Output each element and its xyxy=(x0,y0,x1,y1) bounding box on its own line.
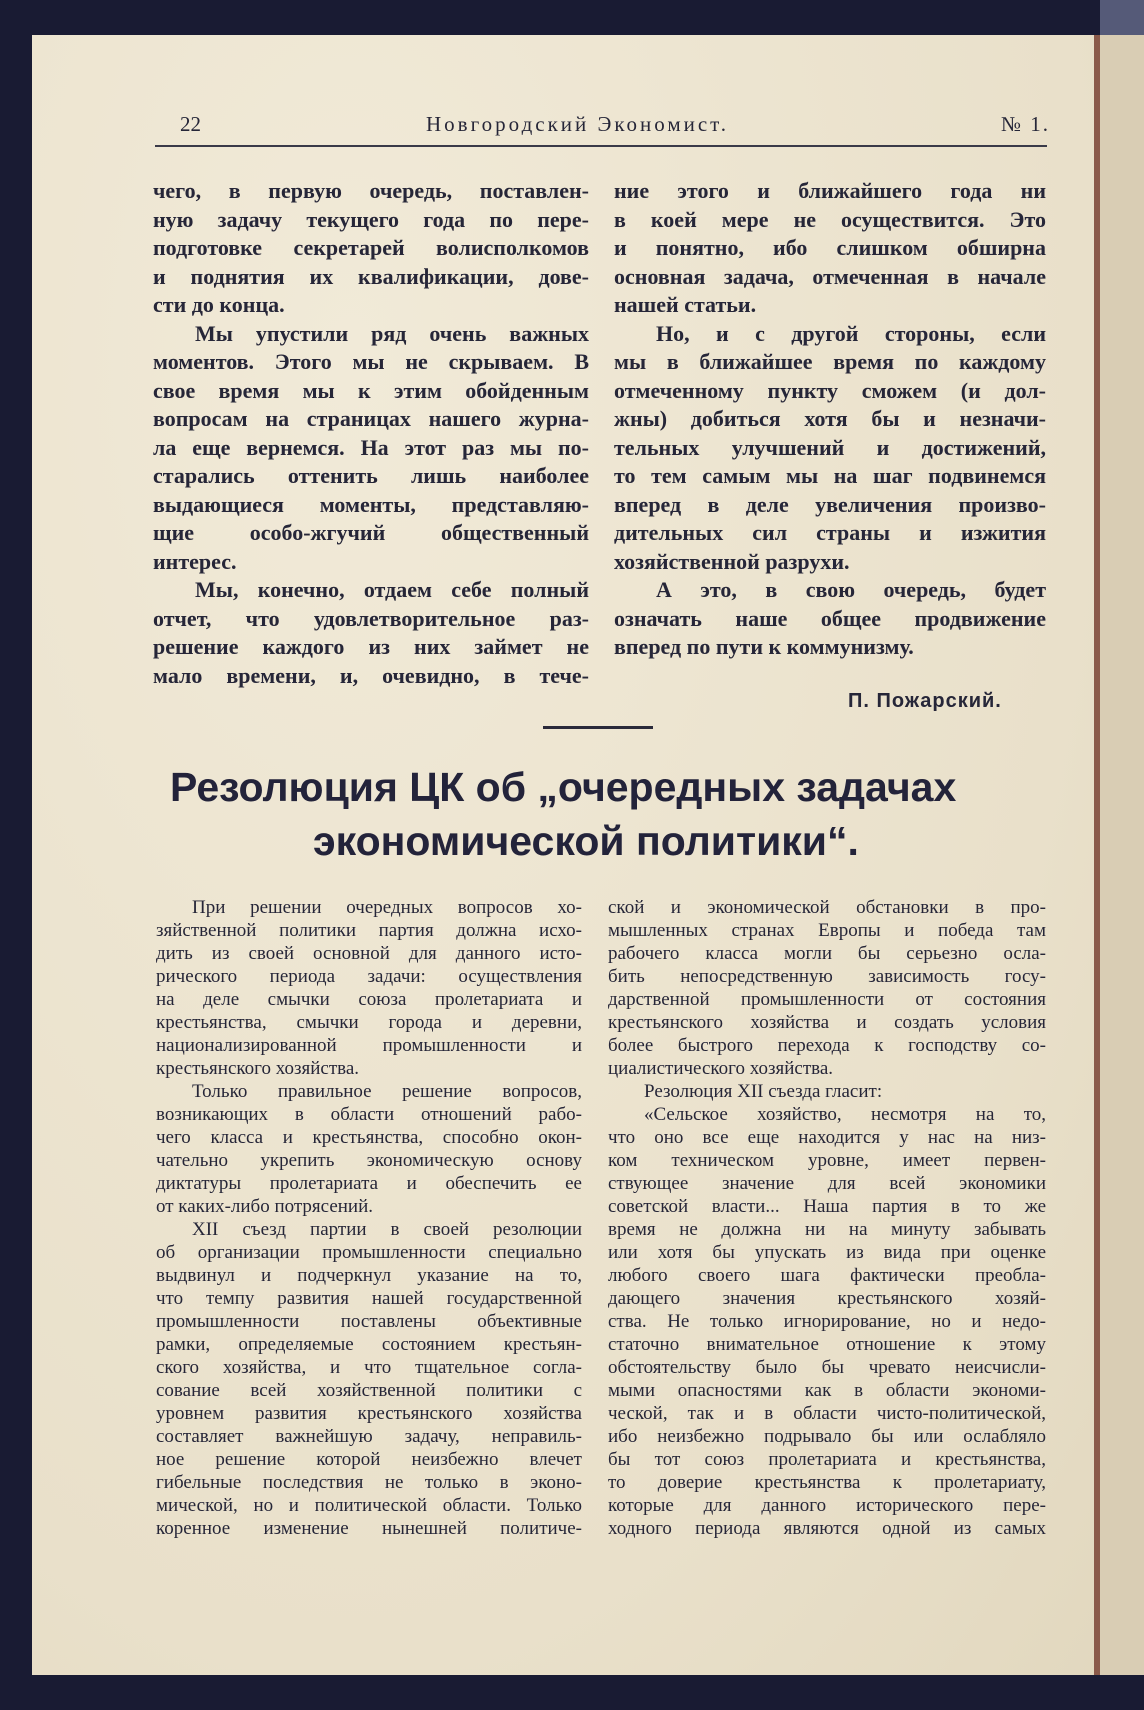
text-line: Мы, конечно, отдаем себе полный xyxy=(195,577,589,602)
text-line: дить из своей основной для данного исто- xyxy=(156,943,582,964)
text-line: означать наше общее продвижение xyxy=(614,605,1046,631)
section-divider xyxy=(543,726,653,729)
text-line: При решении очередных вопросов хо- xyxy=(192,897,582,918)
text-line: моментов. Этого мы не скрываем. В xyxy=(153,349,589,374)
paragraph xyxy=(156,1080,582,1218)
text-line: составляет важнейшую задачу, неправиль- xyxy=(156,1426,582,1447)
text-line: то тем самым мы на шаг подвинемся xyxy=(614,463,1046,488)
article-title-line-1: Резолюция ЦК об „очередных задачах xyxy=(170,764,957,810)
text-line: циалистического хозяйства. xyxy=(608,1058,834,1079)
text-line: ческой, так и в области чисто-политической, xyxy=(608,1403,1046,1424)
text-line: ком техническом уровне, имеет первен- xyxy=(608,1150,1046,1171)
text-line: мало времени, и, очевидно, в тече- xyxy=(153,662,589,688)
text-line: рического периода задачи: осуществления xyxy=(156,966,582,987)
text-line: бы тот союз пролетариата и крестьянства, xyxy=(608,1449,1046,1470)
running-header xyxy=(180,112,1050,142)
text-line: чательно укрепить экономическую основу xyxy=(156,1150,582,1171)
page-number: 22 xyxy=(180,112,201,136)
text-line: отчет, что удовлетворительное раз- xyxy=(153,605,589,631)
text-line: что оно все еще находится у нас на низ- xyxy=(608,1127,1046,1148)
paragraph xyxy=(153,177,589,320)
text-line: Только правильное решение вопросов, xyxy=(192,1081,582,1102)
text-line: и понятно, ибо слишком обширна xyxy=(614,235,1046,260)
text-line: А это, в свою очередь, будет xyxy=(656,577,1046,602)
text-line: в коей мере не осуществится. Это xyxy=(614,206,1046,232)
paragraph xyxy=(608,896,1046,1080)
text-line: Мы упустили ряд очень важных xyxy=(195,320,589,346)
text-line: более быстрого перехода к господству со- xyxy=(608,1035,1046,1056)
text-line: возникающих в области отношений рабо- xyxy=(156,1104,582,1125)
bottom-right-column xyxy=(608,896,1046,1540)
text-line: выдвинул и подчеркнул указание на то, xyxy=(156,1265,582,1286)
text-line: чего класса и крестьянства, способно окон- xyxy=(156,1127,582,1148)
book-binding xyxy=(1100,0,1144,35)
text-line: коренное изменение нынешней политиче- xyxy=(156,1518,582,1539)
text-line: крестьянского хозяйства. xyxy=(156,1058,360,1079)
author-signature: П. Пожарский. xyxy=(848,690,1002,712)
text-line: и поднятия их квалификации, дове- xyxy=(153,263,589,289)
text-line: бить непосредственную зависимость госу- xyxy=(608,966,1046,987)
text-line: мыми опасностями как в области экономи- xyxy=(608,1380,1046,1401)
text-line: свое время мы к этим обойденным xyxy=(153,377,589,403)
text-line: рабочего класса могли бы серьезно осла- xyxy=(608,943,1046,964)
text-line: ние этого и ближайшего года ни xyxy=(614,178,1046,203)
text-line: жны) добиться хотя бы и незначи- xyxy=(614,406,1046,431)
text-line: сти до конца. xyxy=(153,292,285,317)
text-line: чего, в первую очередь, поставлен- xyxy=(153,178,589,203)
article-title-line-2: экономической политики“. xyxy=(313,818,859,864)
text-line: ского хозяйства, и что тщательное согла- xyxy=(156,1357,582,1378)
text-line: старались оттенить лишь наиболее xyxy=(153,463,589,488)
paragraph xyxy=(608,1080,1046,1103)
text-line: время не должна ни на минуту забывать xyxy=(608,1219,1046,1240)
paragraph xyxy=(156,896,582,1080)
text-line: крестьянства, смычки города и деревни, xyxy=(156,1012,582,1033)
text-line: щие особо-жгучий общественный xyxy=(153,520,589,545)
text-line: тельных улучшений и достижений, xyxy=(614,434,1046,460)
text-line: ходного периода являются одной из самых xyxy=(608,1518,1046,1539)
text-line: любого своего шага фактически преобла- xyxy=(608,1265,1046,1286)
text-line: нашей статьи. xyxy=(614,292,757,317)
text-line: дающего значения крестьянского хозяй- xyxy=(608,1288,1046,1309)
text-line: мышленных странах Европы и победа там xyxy=(608,920,1046,941)
text-line: обстоятельству было бы чревато неисчисли- xyxy=(608,1357,1046,1378)
text-line: «Сельское хозяйство, несмотря на то, xyxy=(644,1104,1046,1125)
text-line: подготовке секретарей волисполкомов xyxy=(153,235,589,260)
text-line: Но, и с другой стороны, если xyxy=(656,320,1046,346)
text-line: от каких-либо потрясений. xyxy=(156,1196,374,1217)
text-line: дительных сил страны и изжития xyxy=(614,520,1046,545)
text-line: зяйственной политики партия должна исхо- xyxy=(156,920,582,941)
text-line: ное решение которой неизбежно влечет xyxy=(156,1449,582,1470)
text-line: ла еще вернемся. На этот раз мы по- xyxy=(153,434,589,460)
text-line: сование всей хозяйственной политики с xyxy=(156,1380,582,1401)
text-line: промышленности поставлены объективные xyxy=(156,1311,582,1332)
paragraph xyxy=(614,320,1046,577)
text-line: диктатуры пролетариата и обеспечить ее xyxy=(156,1173,582,1194)
text-line: об организации промышленности специально xyxy=(156,1242,582,1263)
text-line: отмеченному пункту сможем (и дол- xyxy=(614,377,1046,403)
journal-title: Новгородский Экономист. xyxy=(426,112,730,136)
text-line: гибельные последствия не только в эконо- xyxy=(156,1472,582,1493)
text-line: вопросам на страницах нашего журна- xyxy=(153,406,589,431)
text-line: мической, но и политической области. Только xyxy=(156,1495,582,1516)
text-line: выдающиеся моменты, представляю- xyxy=(153,491,589,517)
text-line: которые для данного исторического пере- xyxy=(608,1495,1046,1516)
text-line: XII съезд партии в своей резолюции xyxy=(192,1219,582,1240)
paragraph xyxy=(156,1218,582,1540)
text-line: рамки, определяемые состоянием крестьян- xyxy=(156,1334,582,1355)
text-line: национализированной промышленности и xyxy=(156,1035,582,1056)
text-line: вперед по пути к коммунизму. xyxy=(614,634,914,659)
issue-number: № 1. xyxy=(1000,112,1050,136)
text-line: то доверие крестьянства к пролетариату, xyxy=(608,1472,1046,1493)
paragraph xyxy=(153,576,589,690)
text-line: интерес. xyxy=(153,548,237,574)
text-line: советской власти... Наша партия в то же xyxy=(608,1196,1046,1217)
top-left-column xyxy=(153,177,589,690)
bottom-left-column xyxy=(156,896,582,1540)
text-line: ской и экономической обстановки в про- xyxy=(608,897,1046,918)
text-line: ства. Не только игнорирование, но и недо- xyxy=(608,1311,1046,1332)
text-line: или хотя бы упускать из вида при оценке xyxy=(608,1242,1046,1263)
text-line: статочно внимательное отношение к этому xyxy=(608,1334,1046,1355)
paragraph xyxy=(614,576,1046,662)
text-line: ствующее значение для всей экономики xyxy=(608,1173,1046,1194)
text-line: основная задача, отмеченная в начале xyxy=(614,263,1046,289)
text-line: ибо неизбежно подрывало бы или ослабляло xyxy=(608,1426,1046,1447)
text-line: мы в ближайшее время по каждому xyxy=(614,349,1046,374)
text-line: дарственной промышленности от состояния xyxy=(608,989,1046,1010)
text-line: решение каждого из них займет не xyxy=(153,634,589,659)
paragraph xyxy=(608,1103,1046,1540)
text-line: крестьянского хозяйства и создать условия xyxy=(608,1012,1046,1033)
text-line: уровнем развития крестьянского хозяйства xyxy=(156,1403,582,1424)
paragraph xyxy=(614,177,1046,320)
text-line: что темпу развития нашей государственной xyxy=(156,1288,582,1309)
header-rule xyxy=(155,145,1047,147)
text-line: ную задачу текущего года по пере- xyxy=(153,206,589,232)
text-line: Резолюция XII съезда гласит: xyxy=(644,1081,883,1102)
paragraph xyxy=(153,320,589,577)
text-line: вперед в деле увеличения произво- xyxy=(614,491,1046,517)
text-line: хозяйственной разрухи. xyxy=(614,548,850,574)
top-right-column xyxy=(614,177,1046,662)
text-line: на деле смычки союза пролетариата и xyxy=(156,989,582,1010)
